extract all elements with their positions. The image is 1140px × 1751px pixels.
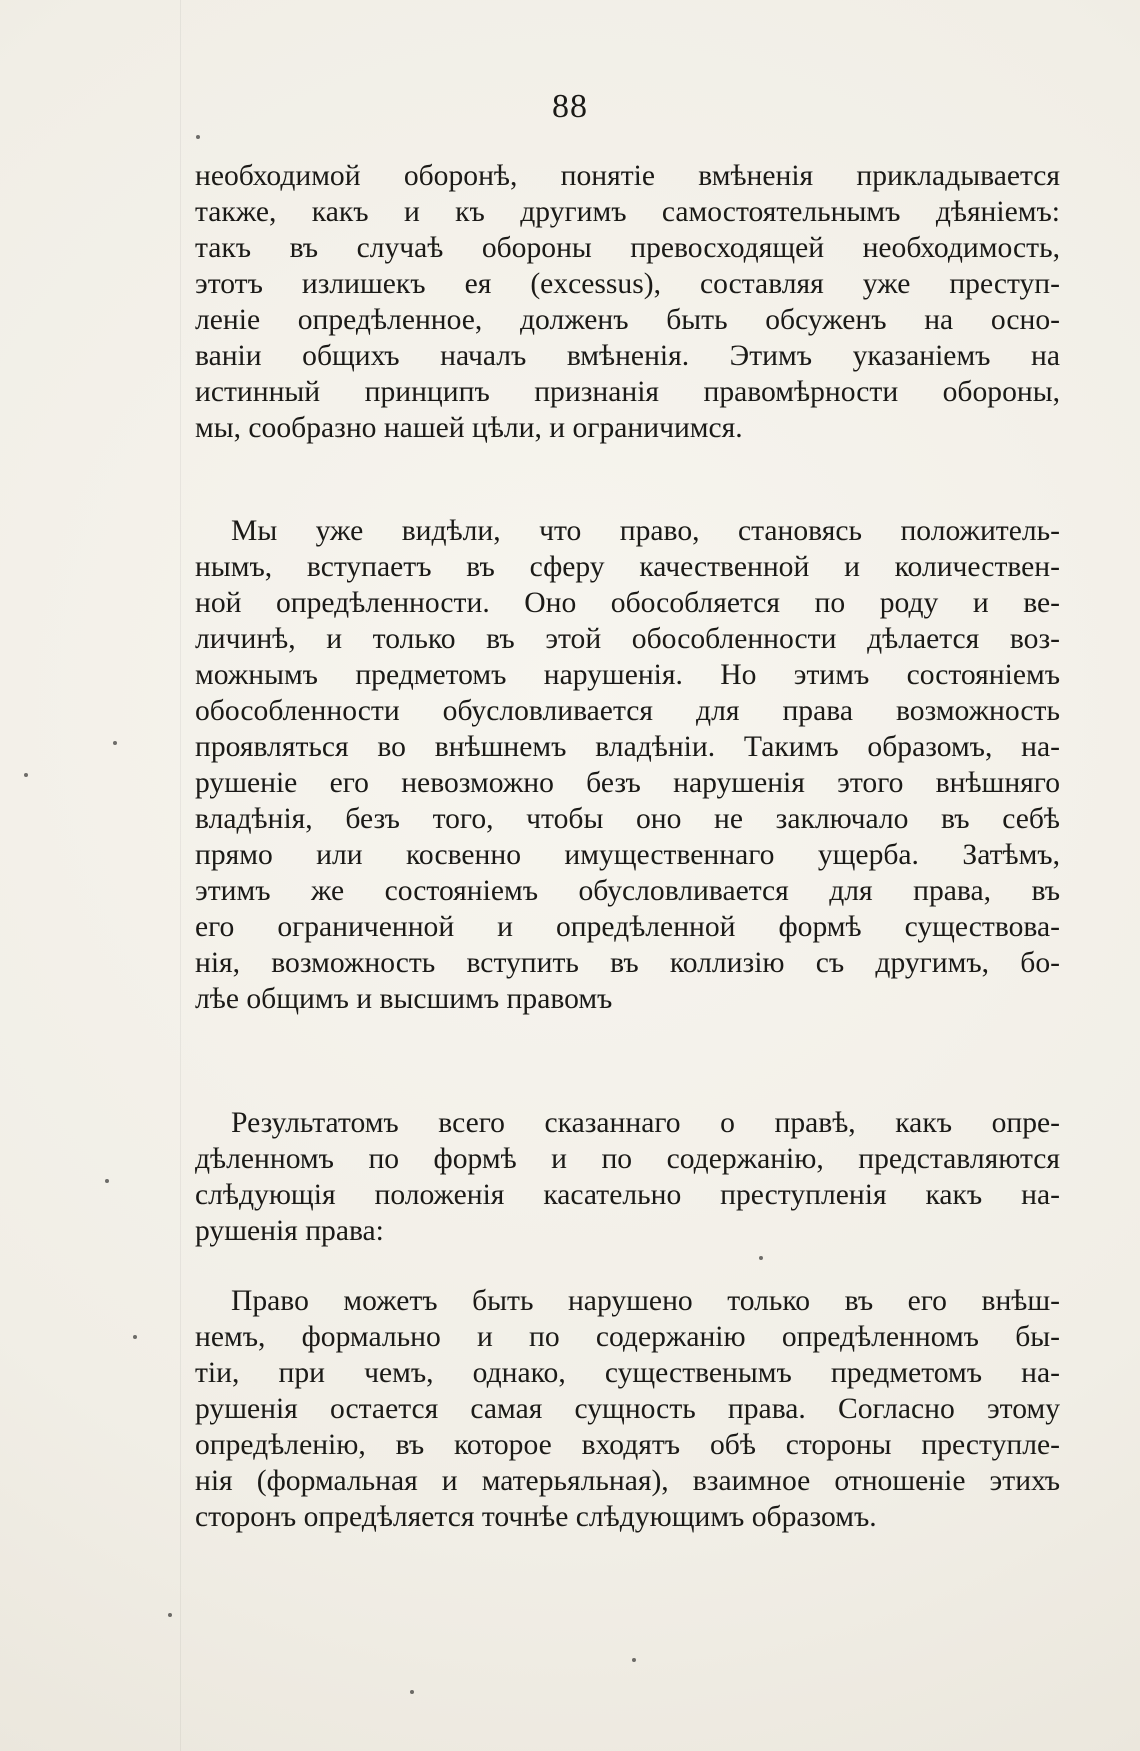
text-line: опредѣленію, въ которое входятъ обѣ стороны преступле- xyxy=(195,1429,1060,1461)
scan-speck xyxy=(24,773,28,777)
scan-speck xyxy=(759,1256,763,1260)
text-line: мы, сообразно нашей цѣли, и ограничимся. xyxy=(195,412,743,444)
text-line: немъ, формально и по содержанію опредѣленномъ бы- xyxy=(195,1321,1060,1353)
text-line: можнымъ предметомъ нарушенія. Но этимъ состояніемъ xyxy=(195,659,1060,691)
text-line: необходимой оборонѣ, понятіе вмѣненія прикладывается xyxy=(195,160,1060,192)
text-line: владѣнія, безъ того, чтобы оно не заключало въ себѣ xyxy=(195,803,1060,835)
text-line: прямо или косвенно имущественнаго ущерба. Затѣмъ, xyxy=(195,839,1060,871)
text-line: нія, возможность вступить въ коллизію съ другимъ, бо- xyxy=(195,947,1060,979)
text-line: рушеніе его невозможно безъ нарушенія этого внѣшняго xyxy=(195,767,1060,799)
text-line: такъ въ случаѣ обороны превосходящей необходимость, xyxy=(195,232,1060,264)
paragraph-1 xyxy=(195,158,1060,446)
text-line: его ограниченной и опредѣленной формѣ существова- xyxy=(195,911,1060,943)
scan-speck xyxy=(113,741,117,745)
text-line: нія (формальная и матерьяльная), взаимное отношеніе этихъ xyxy=(195,1465,1060,1497)
text-line: дѣленномъ по формѣ и по содержанію, представляются xyxy=(195,1143,1060,1175)
scan-speck xyxy=(168,1613,172,1617)
text-line: проявляться во внѣшнемъ владѣніи. Такимъ образомъ, на- xyxy=(195,731,1060,763)
text-line: леніе опредѣленное, долженъ быть обсуженъ на осно- xyxy=(195,304,1060,336)
scan-speck xyxy=(105,1179,109,1183)
page-gutter-shadow xyxy=(180,0,181,1751)
text-line: этотъ излишекъ ея (excessus), составляя уже преступ- xyxy=(195,268,1060,300)
paragraph-4 xyxy=(195,1283,1060,1535)
text-line: ваніи общихъ началъ вмѣненія. Этимъ указаніемъ на xyxy=(195,340,1060,372)
text-line: Право можетъ быть нарушено только въ его внѣш- xyxy=(231,1285,1060,1317)
text-line: сторонъ опредѣляется точнѣе слѣдующимъ образомъ. xyxy=(195,1501,877,1533)
paragraph-2 xyxy=(195,513,1060,1017)
text-line: обособленности обусловливается для права возможность xyxy=(195,695,1060,727)
scan-speck xyxy=(196,135,200,139)
scan-speck xyxy=(410,1690,414,1694)
text-line: Результатомъ всего сказаннаго о правѣ, какъ опре- xyxy=(231,1107,1060,1139)
text-line: личинѣ, и только въ этой обособленности дѣлается воз- xyxy=(195,623,1060,655)
text-line: рушенія права: xyxy=(195,1215,384,1247)
text-line: истинный принципъ признанія правомѣрности обороны, xyxy=(195,376,1060,408)
text-line: рушенія остается самая сущность права. Согласно этому xyxy=(195,1393,1060,1425)
page-number: 88 xyxy=(552,88,588,125)
text-line: ной опредѣленности. Оно обособляется по роду и ве- xyxy=(195,587,1060,619)
text-line: лѣе общимъ и высшимъ правомъ xyxy=(195,983,613,1015)
text-line: нымъ, вступаетъ въ сферу качественной и количествен- xyxy=(195,551,1060,583)
text-line: также, какъ и къ другимъ самостоятельнымъ дѣяніемъ: xyxy=(195,196,1060,228)
text-line: этимъ же состояніемъ обусловливается для права, въ xyxy=(195,875,1060,907)
text-line: слѣдующія положенія касательно преступленія какъ на- xyxy=(195,1179,1060,1211)
text-line: тіи, при чемъ, однако, существенымъ предметомъ на- xyxy=(195,1357,1060,1389)
scan-speck xyxy=(632,1658,636,1662)
text-line: Мы уже видѣли, что право, становясь положитель- xyxy=(231,515,1060,547)
scan-speck xyxy=(133,1335,137,1339)
paragraph-3 xyxy=(195,1105,1060,1249)
